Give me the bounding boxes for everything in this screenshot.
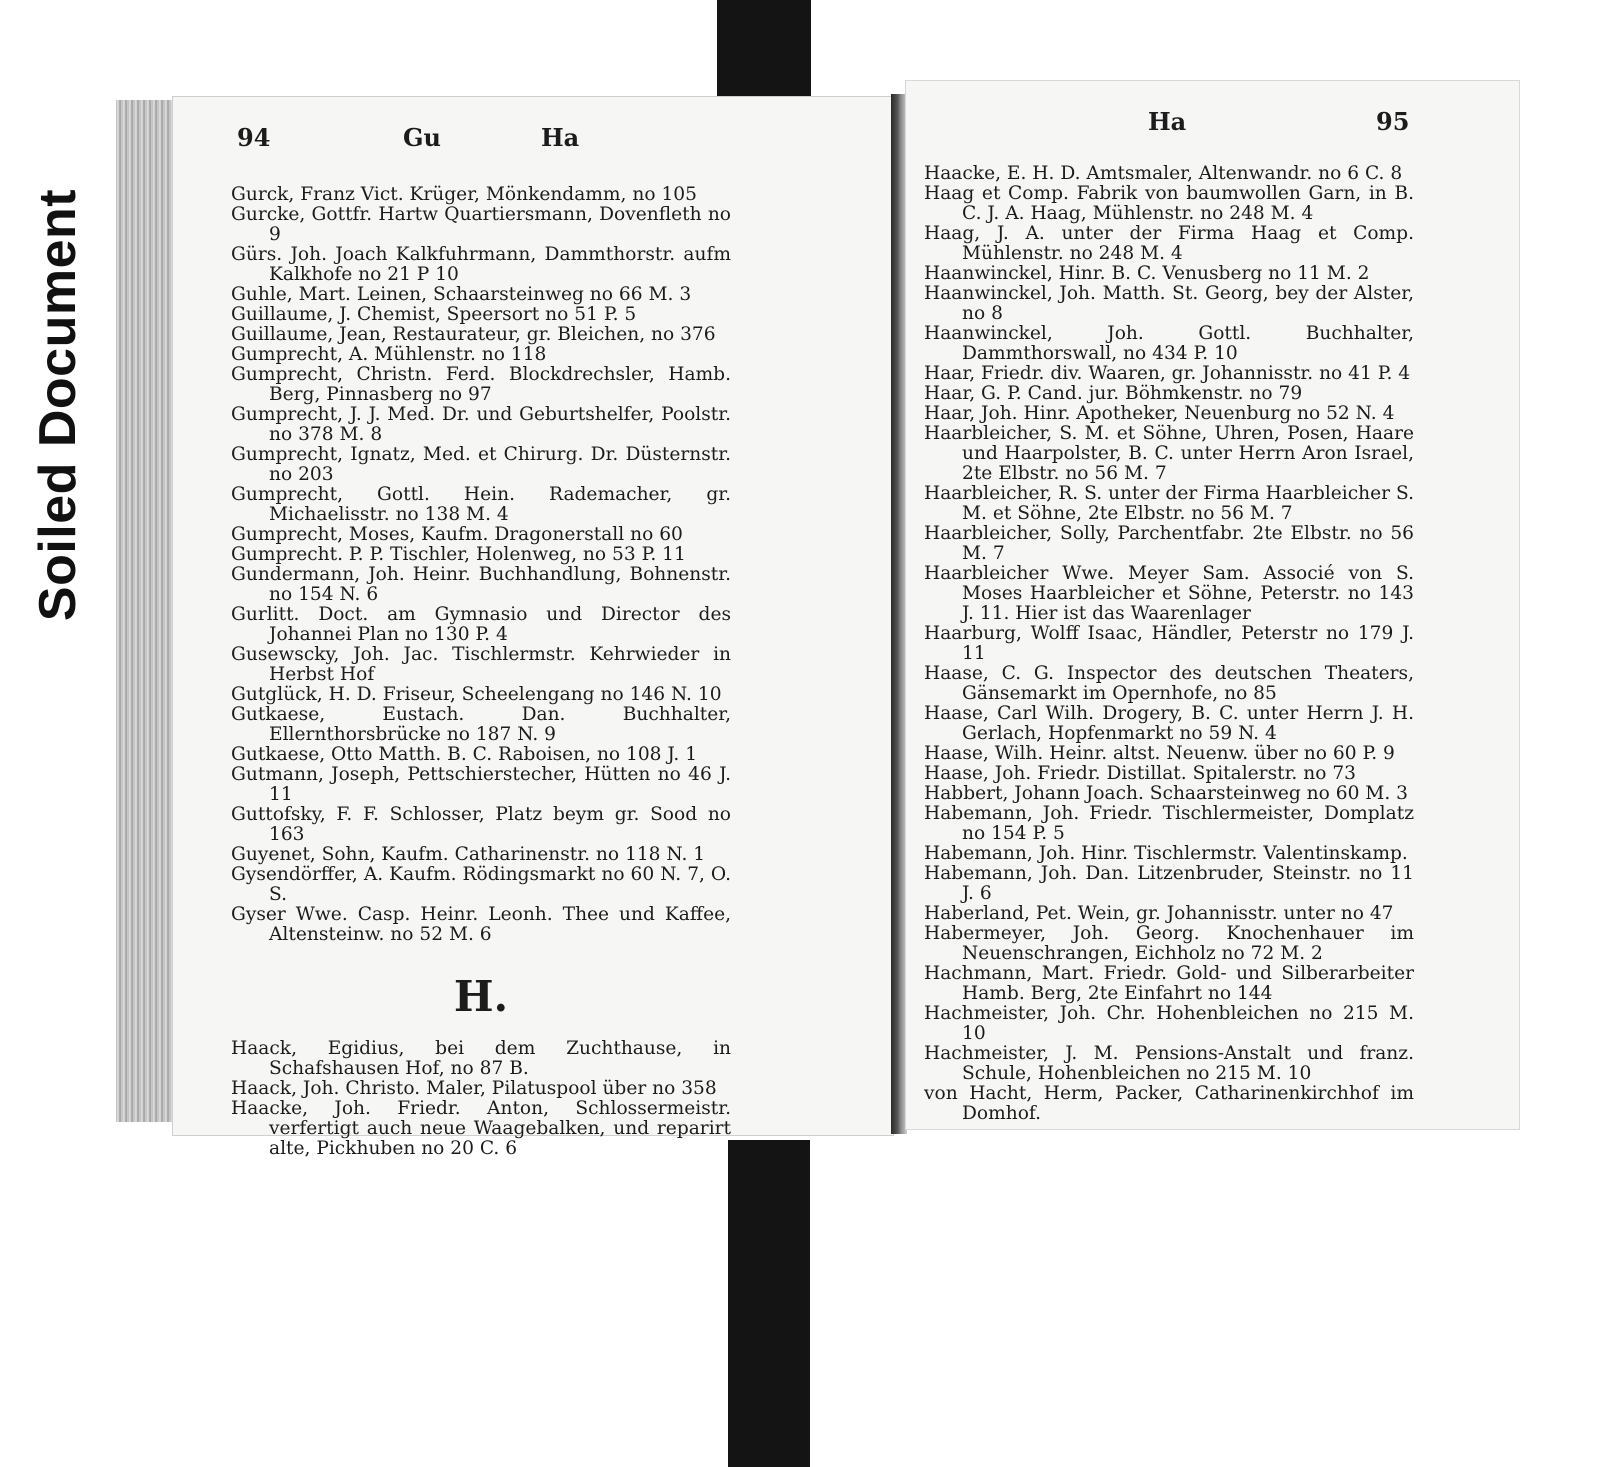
list-item: Haberland, Pet. Wein, gr. Johannisstr. unter no 47 bbox=[924, 903, 1394, 924]
list-item: Haar, Friedr. div. Waaren, gr. Johannisstr. no 41 P. 4 bbox=[924, 363, 1411, 384]
left-header-right: Ha bbox=[541, 123, 580, 152]
list-item: Guillaume, J. Chemist, Speersort no 51 P. 5 bbox=[231, 304, 637, 325]
list-item: Gürs. Joh. Joach Kalkfuhrmann, Dammthorstr. aufm Kalkhofe no 21 P 10 bbox=[231, 244, 731, 285]
list-item: Gusewscky, Joh. Jac. Tischlermstr. Kehrwieder in Herbst Hof bbox=[231, 644, 731, 685]
list-item: Habermeyer, Joh. Georg. Knochenhauer im Neuenschrangen, Eichholz no 72 M. 2 bbox=[924, 923, 1414, 964]
list-item: Haarbleicher Wwe. Meyer Sam. Associé von S. Moses Haarbleicher et Söhne, Peterstr. no 143 J. 11. Hier ist das Waarenlager bbox=[924, 563, 1414, 624]
left-page bbox=[172, 96, 894, 1159]
list-item: Haarbleicher, S. M. et Söhne, Uhren, Posen, Haare und Haarpolster, B. C. unter Herrn Aron Israel, 2te Elbstr. no 56 M. 7 bbox=[924, 423, 1414, 484]
left-page-header bbox=[173, 123, 893, 159]
list-item: Hachmeister, J. M. Pensions-Anstalt und franz. Schule, Hohenbleichen no 215 M. 10 bbox=[924, 1043, 1414, 1084]
list-item: Hachmann, Mart. Friedr. Gold- und Silberarbeiter Hamb. Berg, 2te Einfahrt no 144 bbox=[924, 963, 1414, 1004]
list-item: Haase, Wilh. Heinr. altst. Neuenw. über no 60 P. 9 bbox=[924, 743, 1395, 764]
list-item: Gurck, Franz Vict. Krüger, Mönkendamm, no 105 bbox=[231, 184, 697, 205]
right-header-center: Ha bbox=[1148, 107, 1187, 136]
list-item: Haase, C. G. Inspector des deutschen Theaters, Gänsemarkt im Opernhofe, no 85 bbox=[924, 663, 1414, 704]
list-item: Hachmeister, Joh. Chr. Hohenbleichen no 215 M. 10 bbox=[924, 1003, 1414, 1044]
list-item: Gumprecht, Christn. Ferd. Blockdrechsler, Hamb. Berg, Pinnasberg no 97 bbox=[231, 364, 731, 405]
list-item: Haarbleicher, Solly, Parchentfabr. 2te Elbstr. no 56 M. 7 bbox=[924, 523, 1414, 564]
open-book bbox=[116, 80, 1414, 1159]
list-item: Guhle, Mart. Leinen, Schaarsteinweg no 66 M. 3 bbox=[231, 284, 692, 305]
list-item: Guyenet, Sohn, Kaufm. Catharinenstr. no 118 N. 1 bbox=[231, 844, 706, 865]
list-item: Haarburg, Wolff Isaac, Händler, Peterstr no 179 J. 11 bbox=[924, 623, 1414, 664]
list-item: Haar, G. P. Cand. jur. Böhmkenstr. no 79 bbox=[924, 383, 1303, 404]
list-item: Guillaume, Jean, Restaurateur, gr. Bleichen, no 376 bbox=[231, 324, 716, 345]
side-label-text: Soiled Document bbox=[29, 188, 87, 622]
list-item: Gysendörffer, A. Kaufm. Rödingsmarkt no 60 N. 7, O. S. bbox=[231, 864, 731, 905]
list-item: Haacke, Joh. Friedr. Anton, Schlossermeistr. verfertigt auch neue Waagebalken, und reparirt alte, Pickhuben no 20 C. 6 bbox=[231, 1098, 731, 1159]
list-item: Gumprecht. P. P. Tischler, Holenweg, no 53 P. 11 bbox=[231, 544, 686, 565]
list-item: Habbert, Johann Joach. Schaarsteinweg no 60 M. 3 bbox=[924, 783, 1409, 804]
right-page-number: 95 bbox=[1376, 107, 1410, 136]
list-item: Haack, Joh. Christo. Maler, Pilatuspool über no 358 bbox=[231, 1078, 717, 1099]
left-page-number: 94 bbox=[237, 123, 271, 152]
list-item: Gumprecht, Gottl. Hein. Rademacher, gr. Michaelisstr. no 138 M. 4 bbox=[231, 484, 731, 525]
list-item: Habemann, Joh. Dan. Litzenbruder, Steinstr. no 11 J. 6 bbox=[924, 863, 1414, 904]
right-page-header bbox=[906, 107, 1519, 143]
list-item: Gutglück, H. D. Friseur, Scheelengang no 146 N. 10 bbox=[231, 684, 722, 705]
right-page bbox=[905, 80, 1520, 1130]
list-item: Habemann, Joh. Friedr. Tischlermeister, Domplatz no 154 P. 5 bbox=[924, 803, 1414, 844]
list-item: Haar, Joh. Hinr. Apotheker, Neuenburg no 52 N. 4 bbox=[924, 403, 1395, 424]
list-item: Gurlitt. Doct. am Gymnasio und Director des Johannei Plan no 130 P. 4 bbox=[231, 604, 731, 645]
list-item: Haacke, E. H. D. Amtsmaler, Altenwandr. no 6 C. 8 bbox=[924, 163, 1403, 184]
page-edges bbox=[116, 100, 176, 1122]
section-heading: H. bbox=[453, 972, 509, 1021]
list-item: Haack, Egidius, bei dem Zuchthause, in Schafshausen Hof, no 87 B. bbox=[231, 1038, 731, 1079]
list-item: Gurcke, Gottfr. Hartw Quartiersmann, Dovenfleth no 9 bbox=[231, 204, 731, 245]
binding-strap-bottom bbox=[728, 1140, 810, 1467]
list-item: Haase, Carl Wilh. Drogery, B. C. unter Herrn J. H. Gerlach, Hopfenmarkt no 59 N. 4 bbox=[924, 703, 1414, 744]
list-item: Gumprecht, J. J. Med. Dr. und Geburtshelfer, Poolstr. no 378 M. 8 bbox=[231, 404, 731, 445]
list-item: Gutkaese, Otto Matth. B. C. Raboisen, no 108 J. 1 bbox=[231, 744, 698, 765]
left-entries bbox=[231, 185, 731, 1159]
left-header-left: Gu bbox=[403, 123, 441, 152]
side-label bbox=[30, 150, 86, 660]
list-item: Haanwinckel, Hinr. B. C. Venusberg no 11 M. 2 bbox=[924, 263, 1370, 284]
list-item: Haag et Comp. Fabrik von baumwollen Garn, in B. C. J. A. Haag, Mühlenstr. no 248 M. 4 bbox=[924, 183, 1414, 224]
list-item: Guttofsky, F. F. Schlosser, Platz beym gr. Sood no 163 bbox=[231, 804, 731, 845]
list-item: Haag, J. A. unter der Firma Haag et Comp. Mühlenstr. no 248 M. 4 bbox=[924, 223, 1414, 264]
list-item: Gundermann, Joh. Heinr. Buchhandlung, Bohnenstr. no 154 N. 6 bbox=[231, 564, 731, 605]
list-item: Gutkaese, Eustach. Dan. Buchhalter, Ellernthorsbrücke no 187 N. 9 bbox=[231, 704, 731, 745]
list-item: Haanwinckel, Joh. Gottl. Buchhalter, Dammthorswall, no 434 P. 10 bbox=[924, 323, 1414, 364]
right-entries bbox=[924, 164, 1414, 1124]
list-item: Gutmann, Joseph, Pettschierstecher, Hütten no 46 J. 11 bbox=[231, 764, 731, 805]
list-item: Haarbleicher, R. S. unter der Firma Haarbleicher S. M. et Söhne, 2te Elbstr. no 56 M. 7 bbox=[924, 483, 1414, 524]
list-item: von Hacht, Herm, Packer, Catharinenkirchhof im Domhof. bbox=[924, 1083, 1414, 1124]
list-item: Haanwinckel, Joh. Matth. St. Georg, bey der Alster, no 8 bbox=[924, 283, 1414, 324]
list-item: Gumprecht, Moses, Kaufm. Dragonerstall no 60 bbox=[231, 524, 683, 545]
list-item: Habemann, Joh. Hinr. Tischlermstr. Valentinskamp. bbox=[924, 843, 1408, 864]
list-item: Gyser Wwe. Casp. Heinr. Leonh. Thee und Kaffee, Altensteinw. no 52 M. 6 bbox=[231, 904, 731, 945]
list-item: Gumprecht, A. Mühlenstr. no 118 bbox=[231, 344, 547, 365]
list-item: Gumprecht, Ignatz, Med. et Chirurg. Dr. Düsternstr. no 203 bbox=[231, 444, 731, 485]
list-item: Haase, Joh. Friedr. Distillat. Spitalerstr. no 73 bbox=[924, 763, 1356, 784]
